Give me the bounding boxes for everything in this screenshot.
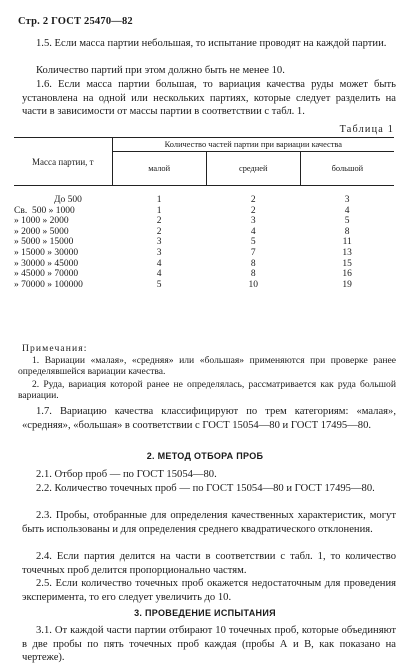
mass-cell: До 500 (54, 195, 82, 205)
table-row (14, 227, 394, 238)
mass-cell: » 30000 » 45000 (14, 258, 79, 269)
value-cell: 4 (156, 269, 162, 280)
parts-table (14, 137, 394, 290)
value-cell: 2 (250, 205, 256, 216)
page-header: Стр. 2 ГОСТ 25470—82 (18, 16, 133, 27)
section-2-title: 2. МЕТОД ОТБОРА ПРОБ (146, 451, 264, 461)
paragraph-1-7: 1.7. Вариацию качества классифицируют по трем категориям: «малая», «средняя», «большая» в соответствии с ГОСТ 15054—80 и ГОСТ 17495—80. (22, 406, 396, 431)
mass-cell: » 1000 » 2000 (14, 216, 69, 227)
note-2: 2. Руда, вариация которой ранее не определялась, рассматривается как руда большой вариации. (18, 379, 396, 402)
table-caption: Таблица 1 (339, 124, 394, 135)
value-cell: 2 (250, 195, 256, 205)
mass-cell: Св. 500 » 1000 (14, 205, 75, 216)
paragraph-2-4: 2.4. Если партия делится на части в соответствии с табл. 1, то количество точечных проб делится пропорционально частям. (22, 551, 396, 576)
value-cell: 1 (156, 205, 162, 216)
mass-cell: » 2000 » 5000 (14, 226, 69, 237)
paragraph-1-5-count: Количество партий при этом должно быть не менее 10. (36, 65, 285, 76)
table-header-col: малой (112, 152, 206, 186)
value-cell: 2 (156, 226, 162, 237)
paragraph-1-6: 1.6. Если масса партии большая, то вариация качества руды может быть установлена на одной или нескольких партиях, которые следует разделить на части в зависимости от массы партии в соответствии с табл. 1. (22, 79, 396, 117)
mass-cell: » 45000 » 70000 (14, 269, 79, 280)
value-cell: 5 (156, 279, 162, 290)
note-1: 1. Вариации «малая», «средняя» или «большая» применяются при проверке ранее определявшейся вариации качества. (18, 355, 396, 378)
table-row (14, 248, 394, 259)
value-cell: 8 (250, 258, 256, 269)
table-row (14, 206, 394, 217)
value-cell: 3 (250, 216, 256, 227)
value-cell: 10 (248, 279, 258, 290)
value-cell: 2 (156, 216, 162, 227)
value-cell: 19 (342, 279, 352, 290)
value-cell: 13 (342, 247, 352, 258)
table-row (14, 269, 394, 280)
value-cell: 11 (342, 237, 352, 248)
value-cell: 3 (156, 247, 162, 258)
section-3-title: 3. ПРОВЕДЕНИЕ ИСПЫТАНИЯ (134, 608, 276, 618)
value-cell: 4 (344, 205, 350, 216)
value-cell: 3 (156, 237, 162, 248)
value-cell: 1 (156, 195, 162, 205)
value-cell: 8 (250, 269, 256, 280)
table-header-col: большой (331, 164, 364, 174)
value-cell: 16 (342, 269, 352, 280)
mass-cell: » 15000 » 30000 (14, 247, 79, 258)
value-cell: 15 (342, 258, 352, 269)
value-cell: 5 (250, 237, 256, 248)
table-row (14, 186, 394, 206)
notes-heading: Примечания: (22, 343, 88, 354)
paragraph-2-5: 2.5. Если количество точечных проб окажется недостаточным для проведения эксперимента, то его следует увеличить до 10. (22, 578, 396, 603)
paragraph-2-2: 2.2. Количество точечных проб — по ГОСТ 15054—80 и ГОСТ 17495—80. (36, 483, 375, 494)
value-cell: 8 (344, 226, 350, 237)
table-row (14, 237, 394, 248)
value-cell: 5 (344, 216, 350, 227)
table-header-col: средней (206, 152, 300, 186)
mass-cell: » 5000 » 15000 (14, 237, 74, 248)
value-cell: 7 (250, 247, 256, 258)
value-cell: 4 (250, 226, 256, 237)
mass-cell: » 70000 » 100000 (14, 279, 83, 290)
table-row (14, 259, 394, 270)
table-header-group: Количество частей партии при вариации качества (112, 138, 394, 152)
value-cell: 3 (344, 195, 350, 205)
table-header-mass: Масса партии, т (14, 138, 112, 186)
value-cell: 4 (156, 258, 162, 269)
table-row (14, 216, 394, 227)
paragraph-3-1: 3.1. От каждой части партии отбирают 10 точечных проб, которые объединяют в две пробы по пять точечных проб каждая (пробы А и В, как показано на чертеже). (22, 625, 396, 663)
paragraph-2-3: 2.3. Пробы, отобранные для определения качественных характеристик, могут быть использованы и для определения среднего квадратического отклонения. (22, 510, 396, 535)
paragraph-1-5: 1.5. Если масса партии небольшая, то испытание проводят на каждой партии. (36, 38, 387, 49)
table-row (14, 280, 394, 291)
paragraph-2-1: 2.1. Отбор проб — по ГОСТ 15054—80. (36, 469, 217, 480)
